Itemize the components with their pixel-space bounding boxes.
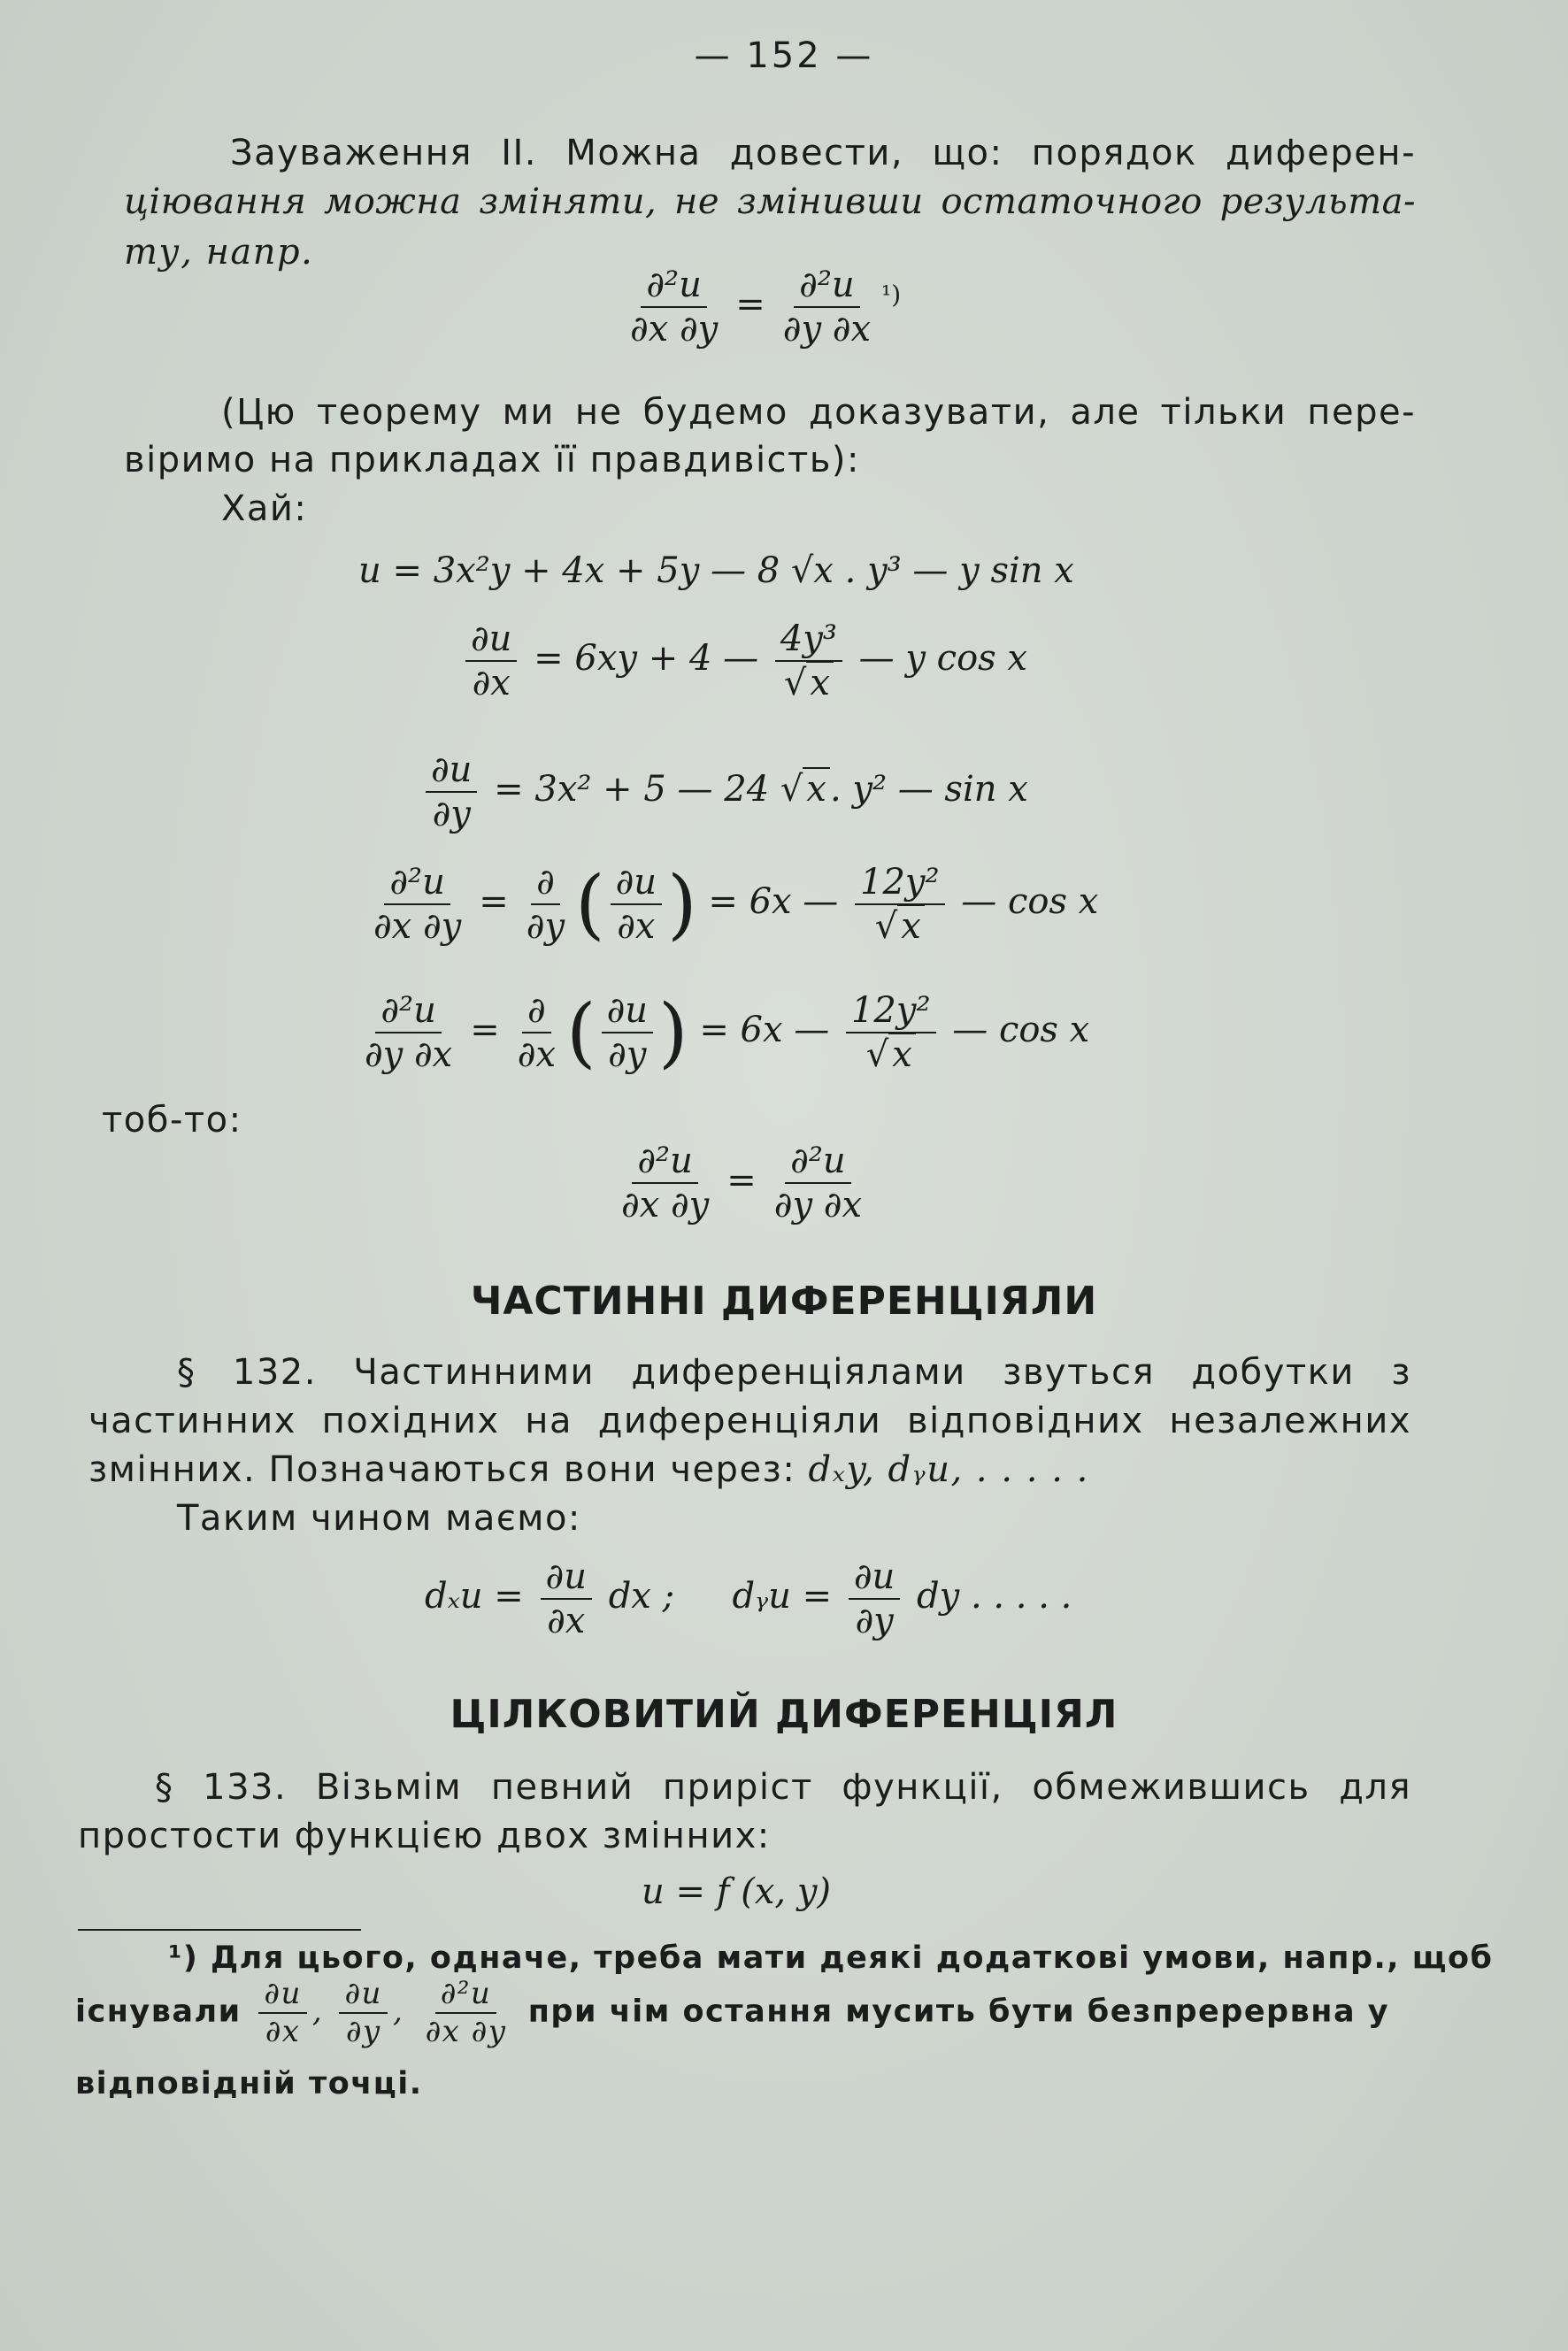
equation-du-dx: $\frac{\partial u}{\partial x}$ = 6xy + 4 — $\frac{\text{4y³}}{√ x}$ — y cos x (460, 619, 1027, 703)
intro-line-2: віримо на прикладах її правдивість): (124, 440, 861, 480)
section-133-line-2: простости функцією двох змінних: (78, 1816, 771, 1856)
remark-line-3: ту, напр. (124, 232, 314, 273)
section-title-partial-differentials: ЧАСТИННІ ДИФЕРЕНЦІЯЛИ (470, 1279, 1098, 1324)
footnote-line-2: існували $\frac{\partial u}{\partial x}$ , $\frac{\partial u}{\partial y}$ , $\frac{\text{∂²u}}{\partial x \partial y}$ при чім остання мусить бути безпрерервна у (75, 1976, 1390, 2050)
intro-line-3: Хай: (221, 488, 308, 529)
equation-du-dy: $\frac{\partial u}{\partial y}$ = 3x² + 5 — 24 √ x . y² — sin x (420, 750, 1028, 834)
section-132-line-2: частинних похідних на диференціяли відповідних незалежних (88, 1401, 1411, 1441)
equation-u: u = 3x²y + 4x + 5y — 8 √x . y³ — y sin x (358, 550, 1074, 591)
section-132-line-4: Таким чином маємо: (177, 1498, 581, 1539)
tobto-label: тоб-то: (102, 1100, 242, 1141)
formula-mixed-order: $\frac{\text{∂²u}}{\partial x \partial y}$ = $\frac{\text{∂²u}}{\partial y \partial x}$ $^{^1)}$ (630, 265, 902, 350)
section-133-line-1: § 133. Візьмім певний приріст функції, обмежившись для (155, 1767, 1411, 1808)
remark-line-1: Зауваження II. Можна довести, що: порядок диферен- (230, 133, 1416, 173)
remark-line-2: ціювання можна зміняти, не змінивши остаточного результа- (124, 181, 1416, 222)
equation-final: $\frac{\text{∂²u}}{\partial x \partial y}$ = $\frac{\text{∂²u}}{\partial y \partial x}$ (621, 1141, 863, 1225)
section-title-total-differential: ЦІЛКОВИТИЙ ДИФЕРЕНЦІЯЛ (450, 1692, 1118, 1737)
equation-partial-differentials: dₓu = $\frac{\partial u}{\partial x}$ dx ; dᵧu = $\frac{\partial u}{\partial y}$ dy . . . . . (425, 1556, 1072, 1641)
footnote-rule (78, 1929, 361, 1931)
footnote-line-1: ¹) Для цього, одначе, треба мати деякі додаткові умови, напр., щоб (168, 1940, 1494, 1976)
section-132-line-3: змінних. Позначаються вони через: dₓy, dᵧu, . . . . . (88, 1449, 1089, 1490)
page-number: — 152 — (694, 35, 874, 76)
intro-line-1: (Цю теорему ми не будемо доказувати, але тільки пере- (221, 392, 1416, 433)
equation-function: u = f (x, y) (642, 1871, 832, 1912)
equation-d2u-dxdy: $\frac{\text{∂²u}}{\partial x \partial y}$ = $\frac{\partial}{\partial y}$ ( $\frac{\partial u}{\partial x}$ ) = 6x — $\frac{\text{12y²}}{√ x}$ — cos x (373, 860, 1099, 949)
equation-d2u-dydx: $\frac{\text{∂²u}}{\partial y \partial x}$ = $\frac{\partial}{\partial x}$ ( $\frac{\partial u}{\partial y}$ ) = 6x — $\frac{\text{12y²}}{√ x}$ — cos x (365, 988, 1090, 1077)
section-132-line-1: § 132. Частинними диференціялами звуться добутки з (177, 1352, 1411, 1393)
footnote-line-3: відповідній точці. (75, 2066, 423, 2101)
